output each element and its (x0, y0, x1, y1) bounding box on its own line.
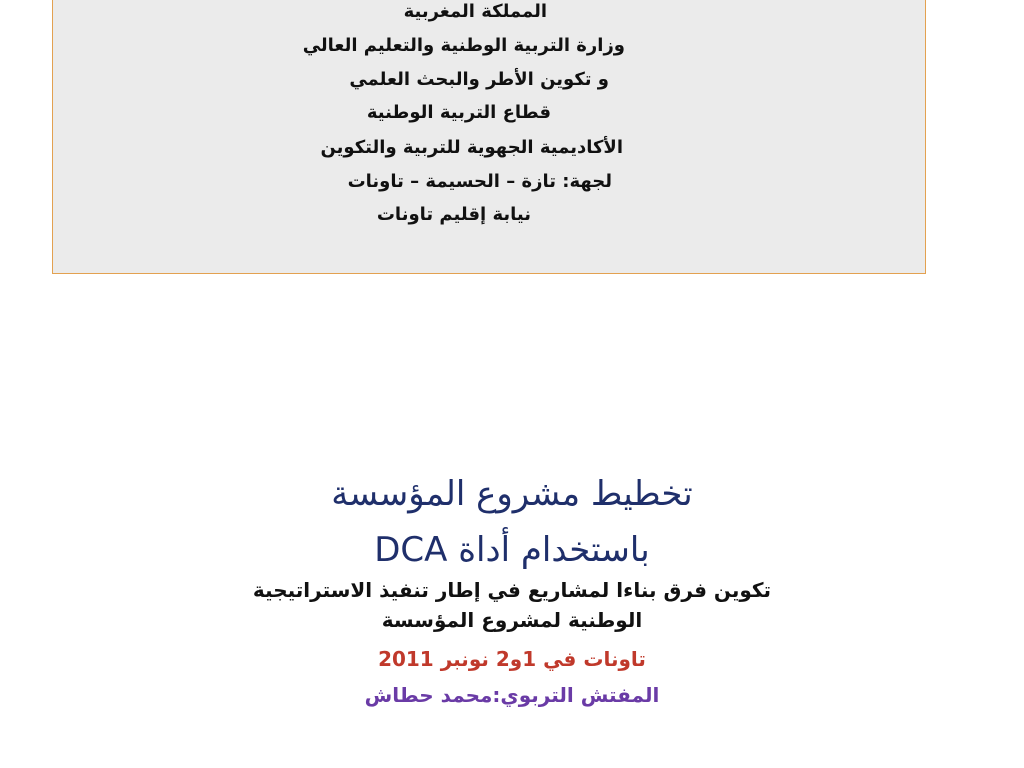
title-line-2: باستخدام أداة DCA (374, 530, 650, 570)
header-line-sector: قطاع التربية الوطنية (366, 102, 551, 123)
header-line-ministry: وزارة التربية الوطنية والتعليم العالي (302, 35, 625, 56)
author-line: المفتش التربوي:محمد حطاش (364, 683, 660, 707)
header-line-province: نيابة إقليم تاونات (376, 204, 531, 225)
header-box (52, 0, 926, 274)
title-line-1: تخطيط مشروع المؤسسة (331, 474, 693, 514)
header-line-region: لجهة: تازة – الحسيمة – تاونات (347, 171, 612, 192)
header-line-training: و تكوين الأطر والبحث العلمي (349, 69, 609, 90)
date-line: تاونات في 1و2 نونبر 2011 (378, 647, 646, 671)
header-line-kingdom: المملكة المغربية (403, 1, 547, 22)
subtitle-line-1: تكوين فرق بناءا لمشاريع في إطار تنفيذ الاستراتيجية (252, 578, 772, 602)
subtitle-line-2: الوطنية لمشروع المؤسسة (381, 608, 643, 632)
header-line-academy: الأكاديمية الجهوية للتربية والتكوين (320, 137, 623, 158)
